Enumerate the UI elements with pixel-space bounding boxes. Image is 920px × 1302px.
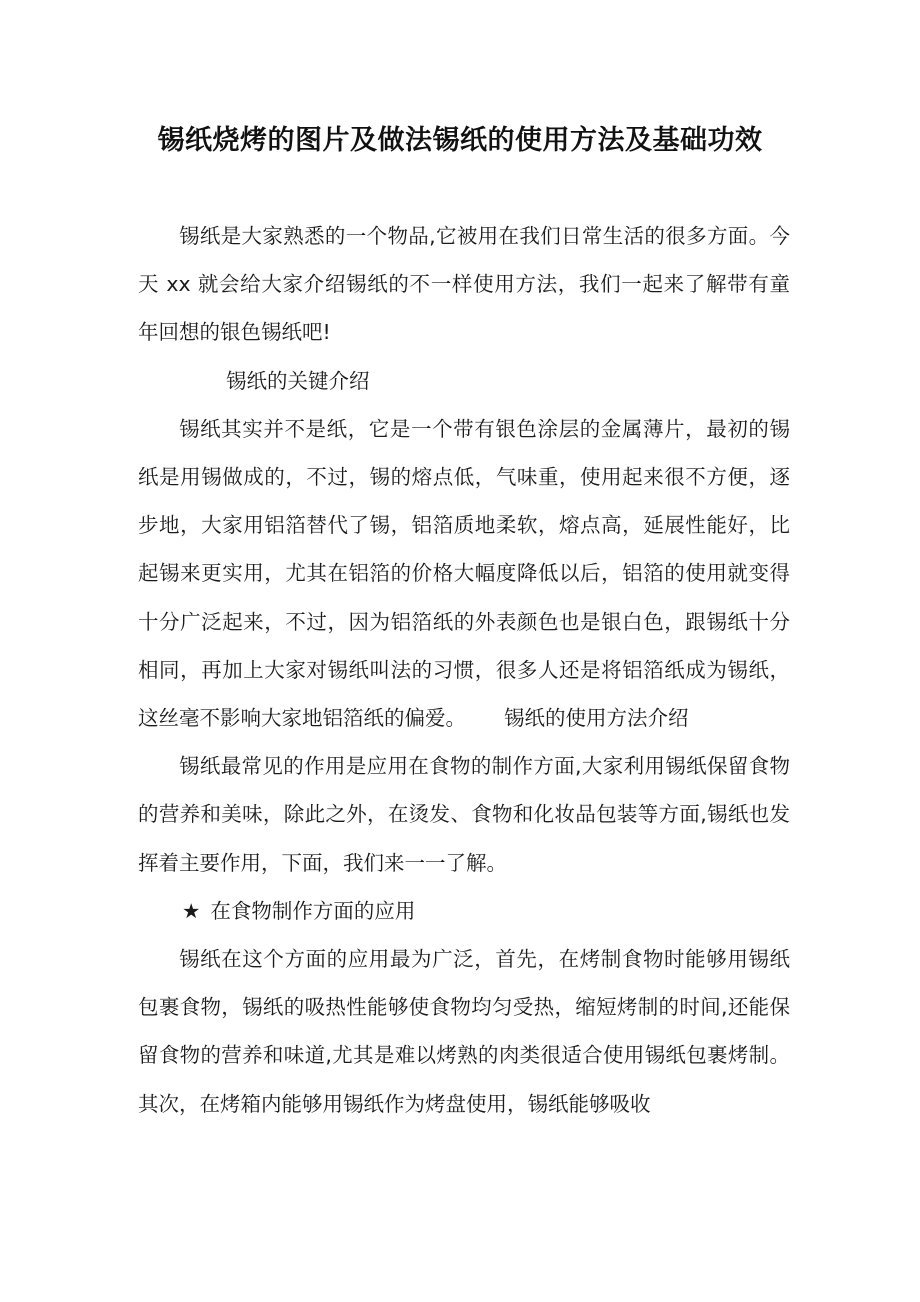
subsection-heading-food (138, 887, 790, 935)
document-body (138, 212, 790, 1128)
section-paragraph-introduction (138, 405, 790, 742)
document-title: 锡纸烧烤的图片及做法锡纸的使用方法及基础功效 (157, 125, 763, 156)
section-body-introduction: 锡纸其实并不是纸，它是一个带有银色涂层的金属薄片，最初的锡纸是用锡做成的，不过，锡的熔点低，气味重，使用起来很不方便，逐步地，大家用铝箔替代了锡，铝箔质地柔软，熔点高，延展性能好，比起锡来更实用，尤其在铝箔的价格大幅度降低以后，铝箔的使用就变得十分广泛起来，不过，因为铝箔纸的外表颜色也是银白色，跟锡纸十分相同，再加上大家对锡纸叫法的习惯，很多人还是将铝箔纸成为锡纸，这丝毫不影响大家地铝箔纸的偏爱。 (138, 416, 790, 731)
food-usage-paragraph: 锡纸在这个方面的应用最为广泛，首先，在烤制食物时能够用锡纸包裹食物，锡纸的吸热性能够使食物均匀受热，缩短烤制的时间,还能保留食物的营养和味道,尤其是难以烤熟的肉类很适合使用锡纸包裹烤制。其次，在烤箱内能够用锡纸作为烤盘使用，锡纸能够吸收 (138, 947, 790, 1116)
subsection-heading-food-label: 在食物制作方面的应用 (210, 898, 416, 923)
section-heading-introduction: 锡纸的关键介绍 (226, 368, 370, 393)
star-icon: ★ (182, 898, 201, 923)
usage-paragraph: 锡纸最常见的作用是应用在食物的制作方面,大家利用锡纸保留食物的营养和美味，除此之外，在烫发、食物和化妆品包装等方面,锡纸也发挥着主要作用，下面，我们来一一了解。 (138, 754, 790, 875)
section-heading-usage: 锡纸的使用方法介绍 (504, 706, 689, 731)
intro-paragraph: 锡纸是大家熟悉的一个物品,它被用在我们日常生活的很多方面。今天 xx 就会给大家介绍锡纸的不一样使用方法，我们一起来了解带有童年回想的银色锡纸吧! (138, 224, 790, 345)
